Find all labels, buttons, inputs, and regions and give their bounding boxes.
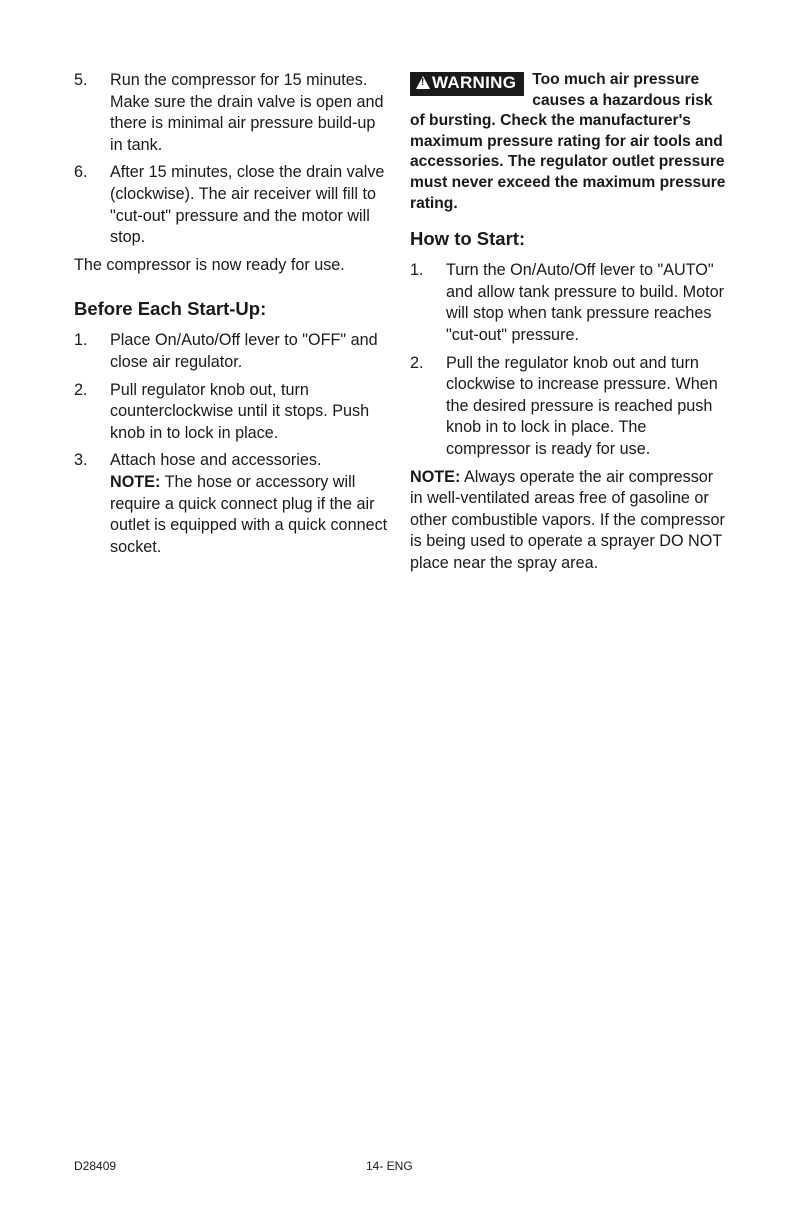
item-number: 1. [74, 331, 88, 350]
item-number: 2. [74, 380, 88, 399]
before-start-heading: Before Each Start-Up: [74, 298, 267, 320]
item-text: Pull the regulator knob out and turn clockwise to increase pressure. When the desired pressure is reached push knob in to lock in place. The compressor is ready for use. [446, 353, 718, 458]
list-item [74, 162, 388, 248]
list-item [74, 70, 388, 156]
item-number: 1. [410, 261, 424, 280]
item-text: Run the compressor for 15 minutes. Make sure the drain valve is open and there is minimal air pressure build-up in tank. [110, 71, 384, 154]
list-item [74, 380, 388, 445]
item-text: Turn the On/Auto/Off lever to "AUTO" and allow tank pressure to build. Motor will stop when tank pressure reaches "cut-out" pressure. [446, 261, 725, 344]
list-item [74, 330, 388, 373]
item-number: 5. [74, 71, 88, 89]
item-number: 3. [74, 451, 88, 470]
document-number: D28409 [74, 1159, 117, 1173]
left-column [74, 70, 388, 564]
note-paragraph [410, 467, 730, 575]
list-item [410, 353, 730, 461]
warning-text: Too much air pressure causes a hazardous risk of bursting. Check the manufacturer's maximum pressure rating for air tools and accessories. The regulator outlet pressure must never exceed the maximum pressure rating. [410, 71, 726, 212]
item-text: Attach hose and accessories. [110, 451, 322, 470]
item-number: 6. [74, 163, 88, 182]
right-column [410, 70, 730, 574]
note-text: Always operate the air compressor in well-ventilated areas free of gasoline or other combustible vapors. If the compressor is being used to operate a sprayer DO NOT place near the spray area. [410, 467, 725, 572]
warning-block [410, 70, 730, 214]
warning-badge [410, 72, 524, 96]
item-text: Pull regulator knob out, turn counterclockwise until it stops. Push knob in to lock in place. [110, 380, 370, 442]
how-to-start-heading: How to Start: [410, 228, 526, 250]
list-item [74, 450, 388, 558]
note-text: The hose or accessory will require a quick connect plug if the air outlet is equipped with a quick connect socket. [110, 472, 388, 556]
note-label: NOTE: [110, 472, 161, 491]
note-label: NOTE: [410, 467, 461, 486]
ready-text: The compressor is now ready for use. [74, 255, 345, 274]
warning-badge-label: WARNING [432, 73, 517, 92]
list-item [410, 260, 730, 346]
item-number: 2. [410, 353, 424, 372]
item-text: After 15 minutes, close the drain valve (clockwise). The air receiver will fill to "cut-out" pressure and the motor will stop. [110, 163, 385, 247]
item-text: Place On/Auto/Off lever to "OFF" and close air regulator. [110, 331, 378, 371]
page-number: 14- ENG [366, 1159, 413, 1173]
warning-triangle-icon [416, 76, 430, 89]
